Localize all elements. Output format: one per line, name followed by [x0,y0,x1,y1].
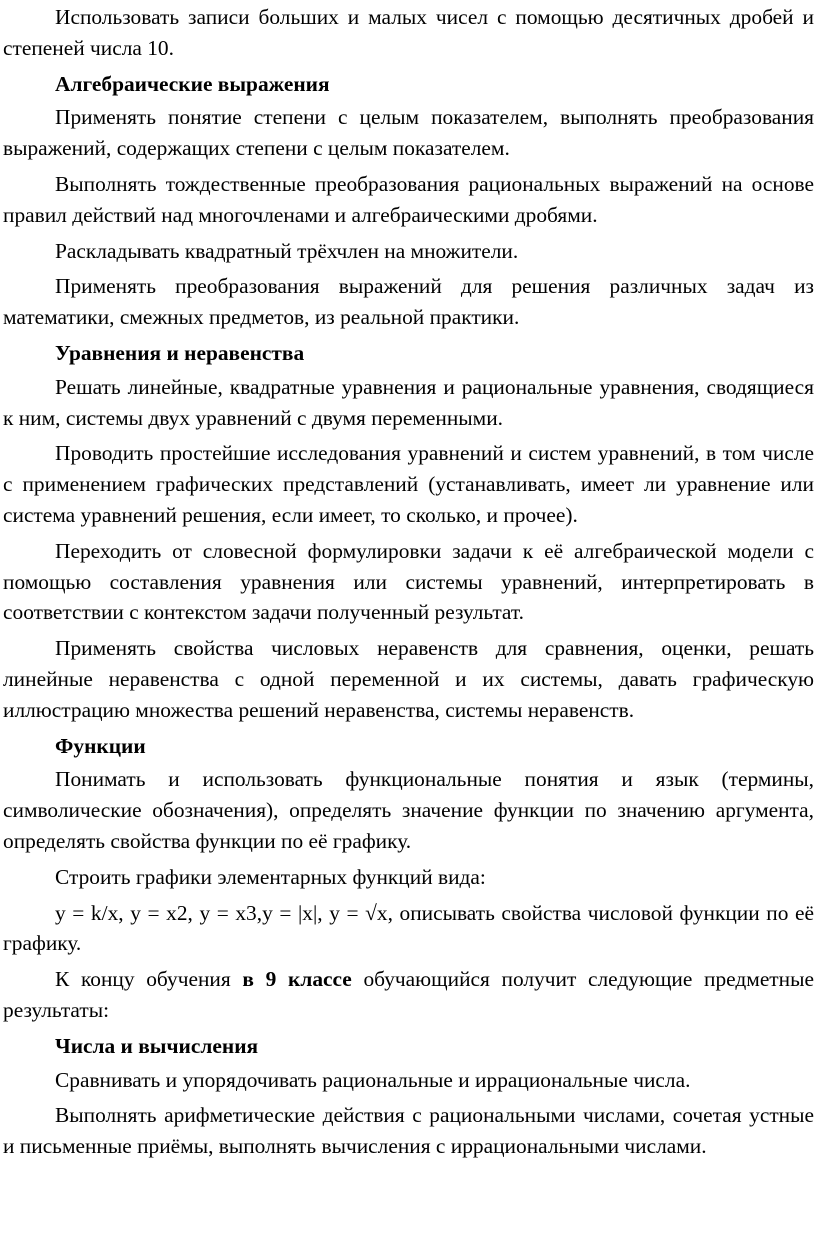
paragraph-algebra-1: Применять понятие степени с целым показателем, выполнять преобразования выражений, содержащих степени с целым показателем. [3,105,814,161]
grade-text-post: обучающийся получит следующие предметные результаты: [3,967,814,1022]
heading-numbers-calculations: Числа и вычисления [55,1033,259,1058]
grade-text-bold: в 9 классе [242,967,352,992]
paragraph-algebra-2: Выполнять тождественные преобразования рациональных выражений на основе правил действий над многочленами и алгебраическими дробями. [3,171,814,227]
paragraph-equations-3: Переходить от словесной формулировки задачи к её алгебраической модели с помощью составления уравнения или системы уравнений, интерпретировать в соответствии с контекстом задачи полученный результат. [3,538,814,625]
paragraph-equations-4: Применять свойства числовых неравенств для сравнения, оценки, решать линейные неравенства с одной переменной и их системы, давать графическую иллюстрацию множества решений неравенства, системы неравенств. [3,636,814,722]
paragraph-functions-1: Понимать и использовать функциональные понятия и язык (термины, символические обозначения), определять значение функции по значению аргумента, определять свойства функции по её графику. [3,767,814,853]
paragraph-numbers-1: Сравнивать и упорядочивать рациональные и иррациональные числа. [55,1067,691,1092]
heading-functions: Функции [55,733,146,758]
paragraph-equations-2: Проводить простейшие исследования уравнений и систем уравнений, в том числе с применением графических представлений (устанавливать, имеет ли уравнение или система уравнений решения, если имеет, то сколько, и прочее). [3,441,814,527]
paragraph-functions-3: y = k/x, y = x2, y = x3,y = |x|, y = √x, описывать свойства числовой функции по её графику. [3,900,814,956]
paragraph-intro: Использовать записи больших и малых чисел с помощью десятичных дробей и степеней числа 10. [3,5,814,60]
paragraph-numbers-2: Выполнять арифметические действия с рациональными числами, сочетая устные и письменные приёмы, выполнять вычисления с иррациональными числами. [3,1103,814,1159]
paragraph-equations-1: Решать линейные, квадратные уравнения и рациональные уравнения, сводящиеся к ним, системы двух уравнений с двумя переменными. [3,374,814,430]
paragraph-grade-9 [3,964,814,1026]
heading-algebraic-expressions: Алгебраические выражения [55,71,330,96]
grade-text-pre: К концу обучения [55,967,243,992]
paragraph-algebra-3: Раскладывать квадратный трёхчлен на множители. [55,238,519,263]
paragraph-functions-2: Строить графики элементарных функций вида: [55,864,486,889]
heading-equations-inequalities: Уравнения и неравенства [55,340,305,365]
paragraph-algebra-4: Применять преобразования выражений для решения различных задач из математики, смежных предметов, из реальной практики. [3,274,814,330]
